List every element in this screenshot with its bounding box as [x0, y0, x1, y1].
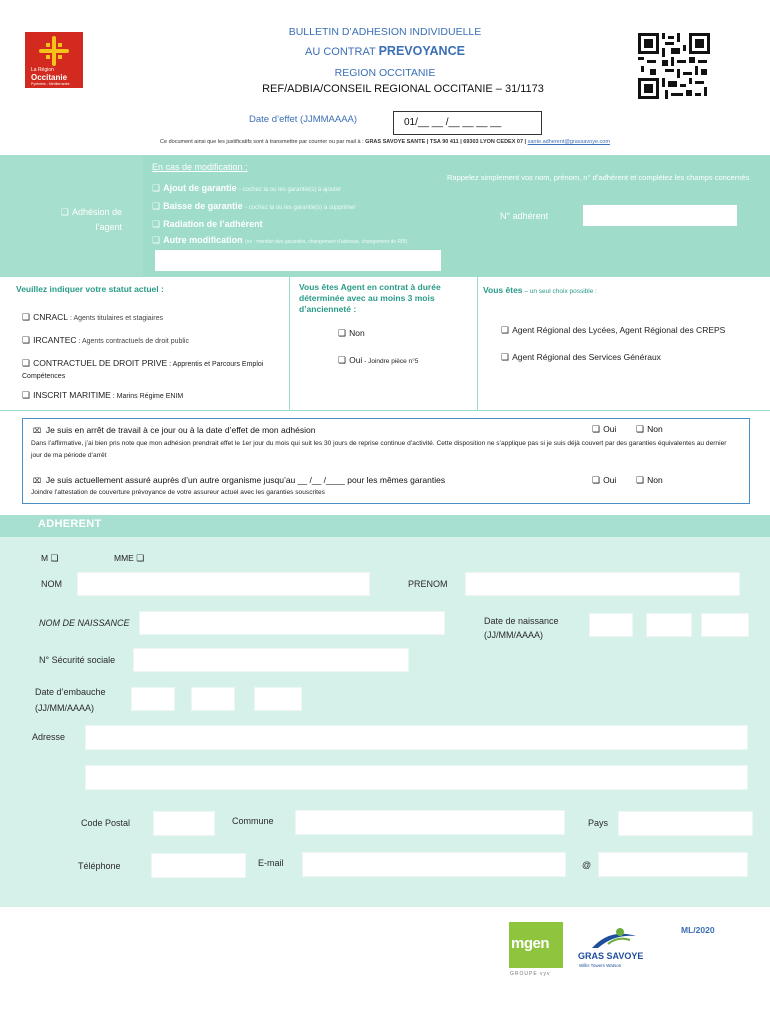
checkbox-icon: [136, 553, 147, 563]
checkbox-icon: [592, 475, 603, 485]
notice-address: GRAS SAVOYE SANTE | TSA 90 411 | 69303 LYON CEDEX 07 |: [365, 139, 527, 145]
arret-oui-label: Oui: [603, 424, 617, 434]
checkbox-icon: [152, 219, 163, 229]
m-label: M: [41, 553, 49, 563]
nom-naissance-input[interactable]: [139, 611, 445, 635]
baisse-garantie-option[interactable]: [152, 201, 356, 212]
vous-etes-services[interactable]: [501, 352, 661, 363]
checkbox-icon: [22, 335, 33, 345]
telephone-label: Téléphone: [78, 861, 121, 871]
date-naissance-format: (JJ/MM/AAAA): [484, 630, 544, 640]
arret-non[interactable]: [636, 424, 663, 435]
commune-input[interactable]: [295, 810, 565, 835]
statut-heading: Veuillez indiquer votre statut actuel :: [16, 284, 164, 294]
services-label: Agent Régional des Services Généraux: [512, 352, 661, 362]
assure-non-label: Non: [647, 475, 663, 485]
date-effet-label: Date d’effet (JJMMAAAA): [249, 114, 358, 125]
civility-mme[interactable]: [114, 553, 147, 564]
vous-etes-label: Vous êtes: [483, 285, 523, 295]
adresse-input-line-2[interactable]: [85, 765, 748, 790]
ajout-garantie-option[interactable]: [152, 183, 341, 194]
prenom-input[interactable]: [465, 572, 740, 596]
checkbox-icon: [592, 424, 603, 434]
missing-glyph-icon: ⌧: [33, 428, 42, 435]
secu-input[interactable]: [133, 648, 409, 672]
assure-question-text: Je suis actuellement assuré auprès d’un autre organisme jusqu’au __ /__ /____ pour les mêmes garanties: [45, 475, 446, 485]
title-line-1: BULLETIN D’ADHESION INDIVIDUELLE: [288, 26, 482, 38]
statut-maritime[interactable]: [22, 390, 183, 401]
date-embauche-label: Date d’embauche: [35, 687, 106, 697]
checkbox-icon: [338, 355, 349, 365]
cnracl-bold: CNRACL: [33, 312, 69, 322]
lycees-label: Agent Régional des Lycées, Agent Régional des CREPS: [512, 325, 726, 335]
gras-savoye-sub: Willis Towers Watson: [579, 963, 622, 968]
hire-year-input[interactable]: [254, 687, 302, 711]
code-postal-input[interactable]: [153, 811, 215, 836]
mme-label: MME: [114, 553, 134, 563]
duree-non[interactable]: [338, 328, 365, 339]
statut-divider-2: [477, 276, 478, 411]
checkbox-icon: [22, 358, 33, 368]
nom-label: NOM: [41, 579, 62, 589]
statut-contractuel[interactable]: [22, 358, 284, 382]
region-logo: [25, 32, 83, 88]
telephone-input[interactable]: [151, 853, 246, 878]
mgen-logo: [509, 922, 563, 968]
email-domain-input[interactable]: [598, 852, 748, 877]
autre-label: Autre modification: [163, 235, 243, 245]
duree-oui-hint: - Joindre pièce n°5: [362, 358, 419, 365]
email-label: E-mail: [258, 858, 284, 868]
adherent-heading: ADHERENT: [38, 518, 102, 530]
pays-input[interactable]: [618, 811, 753, 836]
date-embauche-format: (JJ/MM/AAAA): [35, 703, 95, 713]
ajout-hint: - cochez la ou les garantie(s) à ajouter: [239, 187, 342, 193]
commune-label: Commune: [232, 816, 274, 826]
arret-note: Dans l’affirmative, j’ai bien pris note que mon adhésion prendrait effet le 1er jour du mois qui suit les 30 jours de reprise continue d’activité. Cette disposition ne s’applique pas si je suis déjà couvert par des garanties équivalentes au dernier jour de ma période d’arrêt: [31, 440, 727, 459]
missing-glyph-icon: ⌧: [33, 478, 42, 485]
checkbox-icon: [22, 390, 33, 400]
date-naissance-label: Date de naissance: [484, 616, 559, 626]
logo-line-3: Pyrénées - Méditerranée: [31, 82, 70, 86]
at-sign: @: [582, 860, 592, 870]
notice-prefix: Ce document ainsi que les justificatifs sont à transmettre par courrier ou par mail à :: [160, 139, 366, 145]
checkbox-icon: [152, 201, 163, 211]
checkbox-icon: [338, 328, 349, 338]
ajout-label: Ajout de garantie: [163, 183, 237, 193]
contractuel-bold: CONTRACTUEL DE DROIT PRIVE: [33, 358, 168, 368]
notice-line: [0, 139, 770, 145]
title-line-3: REGION OCCITANIE: [334, 67, 436, 79]
title-bold: PREVOYANCE: [378, 44, 465, 58]
checkbox-icon: [501, 352, 512, 362]
civility-m[interactable]: [41, 553, 62, 564]
duree-oui[interactable]: [338, 355, 418, 366]
hire-day-input[interactable]: [131, 687, 175, 711]
adresse-label: Adresse: [32, 732, 66, 742]
statut-cnracl[interactable]: [22, 312, 163, 323]
notice-email-link[interactable]: sante.adherent@grassavoye.com: [527, 139, 610, 145]
checkbox-icon: [152, 183, 163, 193]
code-postal-label: Code Postal: [81, 818, 131, 828]
checkbox-icon: [152, 235, 163, 245]
baisse-label: Baisse de garantie: [163, 201, 243, 211]
vous-etes-heading: [483, 285, 597, 295]
title-prefix: AU CONTRAT: [305, 46, 379, 58]
email-input[interactable]: [302, 852, 566, 877]
contractuel-desc: : Apprentis et Parcours Emploi Compétences: [22, 361, 264, 380]
maritime-bold: INSCRIT MARITIME: [33, 390, 111, 400]
assure-question: [33, 475, 445, 485]
statut-ircantec[interactable]: [22, 335, 189, 346]
arret-question-text: Je suis en arrêt de travail à ce jour ou à la date d’effet de mon adhésion: [45, 425, 316, 435]
qr-code: [638, 33, 710, 99]
assure-oui[interactable]: [592, 475, 616, 486]
mgen-group-text: GROUPE vyv: [510, 971, 551, 977]
num-adherent-label: N° adhérent: [500, 211, 549, 221]
birth-month-input[interactable]: [646, 613, 692, 637]
date-effet-field[interactable]: 01/__ __ /__ __ __ __: [393, 111, 542, 135]
radiation-label: Radiation de l’adhérent: [163, 219, 263, 229]
checkbox-icon: [22, 312, 33, 322]
vous-etes-lycees[interactable]: [501, 325, 725, 336]
radiation-option[interactable]: [152, 219, 263, 230]
gras-savoye-name: GRAS SAVOYE: [578, 951, 644, 961]
assure-note: Joindre l’attestation de couverture prévoyance de votre assureur actuel avec les garanties souscrites: [31, 489, 325, 496]
checkbox-icon: [636, 424, 647, 434]
checkbox-icon: [501, 325, 512, 335]
arret-non-label: Non: [647, 424, 663, 434]
autre-modification-input[interactable]: [155, 250, 441, 271]
reference-line: REF/ADBIA/CONSEIL REGIONAL OCCITANIE – 31/1173: [262, 83, 544, 95]
duree-oui-label: Oui: [349, 355, 363, 365]
ircantec-desc: : Agents contractuels de droit public: [76, 338, 189, 345]
statut-divider-1: [289, 276, 290, 411]
qr-code-icon: [638, 33, 710, 99]
nom-naissance-label: NOM DE NAISSANCE: [39, 618, 130, 628]
arret-oui[interactable]: [592, 424, 616, 435]
duree-heading: Vous êtes Agent en contrat à durée déterminée avec au moins 3 mois d’ancienneté :: [299, 282, 441, 314]
arret-question: [33, 425, 315, 435]
mgen-logo-text: mgen: [511, 935, 550, 952]
maritime-desc: : Marins Régime ENIM: [110, 393, 184, 400]
vous-etes-hint: – un seul choix possible :: [522, 288, 597, 295]
logo-line-1: La Région: [31, 67, 54, 73]
secu-label: N° Sécurité sociale: [39, 655, 116, 665]
assure-oui-label: Oui: [603, 475, 617, 485]
checkbox-icon: [50, 553, 61, 563]
birth-year-input[interactable]: [701, 613, 749, 637]
pays-label: Pays: [588, 818, 609, 828]
autre-hint: (ex : mention des garanties, changement d’adresse, changement de RIB): [245, 239, 408, 245]
adhesion-label: Adhésion de l’agent: [71, 207, 122, 232]
logo-line-2: Occitanie: [31, 73, 68, 82]
cnracl-desc: : Agents titulaires et stagiaires: [68, 315, 163, 322]
checkbox-icon: [61, 207, 72, 217]
gras-savoye-swoosh-icon: [590, 926, 638, 950]
duree-non-label: Non: [349, 328, 365, 338]
checkbox-icon: [636, 475, 647, 485]
rappel-text: Rappelez simplement vos nom, prénom, n° d’adhérent et complétez les champs concernés: [447, 173, 750, 182]
adherent-header-bar: [0, 515, 770, 537]
hire-month-input[interactable]: [191, 687, 235, 711]
num-adherent-input[interactable]: [583, 205, 737, 226]
autre-modification-option[interactable]: [152, 235, 407, 246]
assure-non[interactable]: [636, 475, 663, 486]
nom-input[interactable]: [77, 572, 370, 596]
ircantec-bold: IRCANTEC: [33, 335, 77, 345]
version-label: ML/2020: [681, 925, 715, 935]
modification-heading: En cas de modification :: [152, 162, 248, 172]
birth-day-input[interactable]: [589, 613, 633, 637]
prenom-label: PRENOM: [408, 579, 448, 589]
adresse-input-line-1[interactable]: [85, 725, 748, 750]
adhesion-checkbox[interactable]: [40, 205, 122, 235]
baisse-hint: - cochez la ou les garantie(s) à supprimer: [245, 205, 356, 211]
